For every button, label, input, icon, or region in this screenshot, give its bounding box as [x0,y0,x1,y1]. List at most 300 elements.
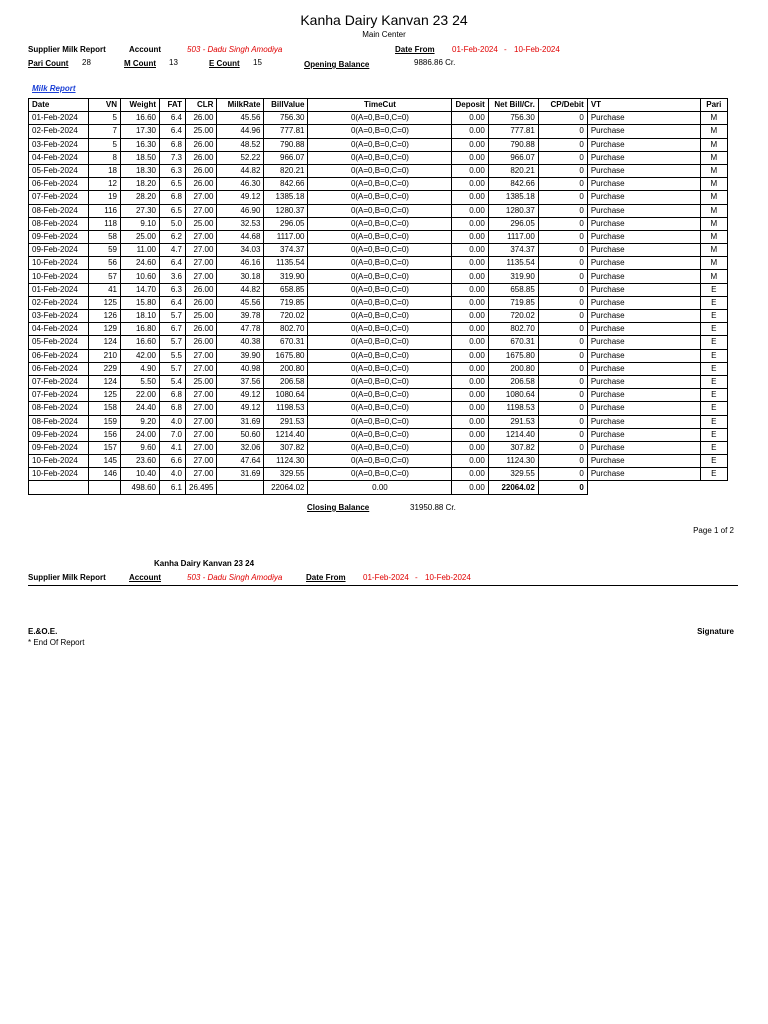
col-cpdebit: CP/Debit [538,99,587,112]
cell-cpdebit: 0 [538,257,587,270]
cell-milkrate: 37.56 [217,375,264,388]
cell-fat: 6.2 [160,230,186,243]
cell-weight: 23.60 [121,455,160,468]
cell-fat: 6.7 [160,323,186,336]
cell-deposit: 0.00 [452,217,488,230]
cell-clr: 27.00 [186,389,217,402]
cell-vn: 58 [89,230,121,243]
cell-timecut: 0(A=0,B=0,C=0) [308,164,452,177]
col-netbill: Net Bill/Cr. [488,99,538,112]
cell-netbill: 1124.30 [488,455,538,468]
cell-milkrate: 30.18 [217,270,264,283]
cell-billvalue: 966.07 [264,151,308,164]
col-pari: Pari [700,99,727,112]
footer-date-from-label: Date From [306,573,346,582]
cell-vt: Purchase [587,468,700,481]
cell-date: 06-Feb-2024 [29,362,89,375]
cell-billvalue: 842.66 [264,178,308,191]
closing-balance-label: Closing Balance [307,503,370,512]
cell-deposit: 0.00 [452,125,488,138]
cell-fat: 6.8 [160,402,186,415]
cell-weight: 27.30 [121,204,160,217]
cell-date: 08-Feb-2024 [29,204,89,217]
cell-clr: 27.00 [186,204,217,217]
cell-date: 06-Feb-2024 [29,349,89,362]
cell-date: 06-Feb-2024 [29,178,89,191]
footer-divider [28,585,738,586]
cell-timecut: 0(A=0,B=0,C=0) [308,283,452,296]
cell-pari: E [700,375,727,388]
cell-timecut: 0(A=0,B=0,C=0) [308,349,452,362]
cell-billvalue: 296.05 [264,217,308,230]
cell-netbill: 200.80 [488,362,538,375]
cell-timecut: 0(A=0,B=0,C=0) [308,362,452,375]
cell-vt: Purchase [587,151,700,164]
cell-weight: 16.60 [121,336,160,349]
cell-cpdebit: 0 [538,112,587,125]
cell-vt: Purchase [587,283,700,296]
cell-timecut: 0(A=0,B=0,C=0) [308,270,452,283]
cell-billvalue: 1214.40 [264,428,308,441]
cell-deposit: 0.00 [452,230,488,243]
date-from-label: Date From [395,45,435,54]
cell-vn: 125 [89,296,121,309]
cell-cpdebit: 0 [538,415,587,428]
cell-milkrate: 52.22 [217,151,264,164]
m-count-value: 13 [169,58,178,67]
col-weight: Weight [121,99,160,112]
cell-date: 08-Feb-2024 [29,402,89,415]
cell-cpdebit: 0 [538,349,587,362]
table-row [29,270,728,283]
cell-netbill: 966.07 [488,151,538,164]
cell-clr: 25.00 [186,217,217,230]
table-row [29,112,728,125]
cell-vt: Purchase [587,349,700,362]
cell-date: 01-Feb-2024 [29,283,89,296]
cell-netbill: 307.82 [488,441,538,454]
cell-weight: 16.30 [121,138,160,151]
cell-vn: 8 [89,151,121,164]
col-billvalue: BillValue [264,99,308,112]
cell-deposit: 0.00 [452,375,488,388]
total-pari-cell [700,481,727,494]
table-row [29,389,728,402]
table-row [29,217,728,230]
cell-netbill: 1214.40 [488,428,538,441]
cell-timecut: 0(A=0,B=0,C=0) [308,217,452,230]
cell-clr: 26.00 [186,164,217,177]
cell-vn: 229 [89,362,121,375]
cell-fat: 6.6 [160,455,186,468]
cell-weight: 24.00 [121,428,160,441]
cell-timecut: 0(A=0,B=0,C=0) [308,336,452,349]
cell-fat: 6.8 [160,191,186,204]
cell-vt: Purchase [587,296,700,309]
cell-deposit: 0.00 [452,323,488,336]
cell-pari: E [700,336,727,349]
cell-timecut: 0(A=0,B=0,C=0) [308,441,452,454]
closing-balance-value: 31950.88 Cr. [410,503,456,512]
cell-timecut: 0(A=0,B=0,C=0) [308,191,452,204]
cell-milkrate: 46.90 [217,204,264,217]
cell-clr: 25.00 [186,310,217,323]
cell-vn: 57 [89,270,121,283]
table-row [29,402,728,415]
cell-netbill: 719.85 [488,296,538,309]
cell-vn: 7 [89,125,121,138]
cell-timecut: 0(A=0,B=0,C=0) [308,244,452,257]
cell-date: 08-Feb-2024 [29,217,89,230]
cell-weight: 42.00 [121,349,160,362]
cell-timecut: 0(A=0,B=0,C=0) [308,112,452,125]
cell-date: 07-Feb-2024 [29,389,89,402]
table-row [29,230,728,243]
totals-row [29,481,728,494]
cell-clr: 26.00 [186,178,217,191]
end-of-report-label: * End Of Report [28,638,85,647]
cell-vt: Purchase [587,257,700,270]
cell-vn: 126 [89,310,121,323]
cell-vn: 145 [89,455,121,468]
cell-date: 07-Feb-2024 [29,191,89,204]
cell-vt: Purchase [587,204,700,217]
cell-vn: 56 [89,257,121,270]
cell-pari: M [700,230,727,243]
footer-account-value: 503 - Dadu Singh Amodiya [187,573,283,582]
cell-weight: 24.40 [121,402,160,415]
total-cpdebit: 0 [538,481,587,494]
cell-deposit: 0.00 [452,468,488,481]
cell-clr: 26.00 [186,323,217,336]
cell-timecut: 0(A=0,B=0,C=0) [308,204,452,217]
cell-fat: 6.4 [160,112,186,125]
cell-timecut: 0(A=0,B=0,C=0) [308,455,452,468]
cell-vn: 5 [89,138,121,151]
cell-pari: E [700,415,727,428]
cell-pari: M [700,125,727,138]
cell-weight: 15.80 [121,296,160,309]
cell-vn: 156 [89,428,121,441]
cell-clr: 27.00 [186,402,217,415]
cell-vt: Purchase [587,112,700,125]
e-count-value: 15 [253,58,262,67]
cell-deposit: 0.00 [452,349,488,362]
cell-weight: 4.90 [121,362,160,375]
cell-vn: 159 [89,415,121,428]
cell-timecut: 0(A=0,B=0,C=0) [308,125,452,138]
cell-pari: M [700,178,727,191]
cell-fat: 6.4 [160,296,186,309]
cell-weight: 16.80 [121,323,160,336]
cell-vt: Purchase [587,244,700,257]
cell-fat: 3.6 [160,270,186,283]
cell-cpdebit: 0 [538,178,587,191]
cell-date: 05-Feb-2024 [29,164,89,177]
cell-weight: 28.20 [121,191,160,204]
cell-billvalue: 790.88 [264,138,308,151]
table-row [29,178,728,191]
cell-netbill: 319.90 [488,270,538,283]
cell-vt: Purchase [587,178,700,191]
cell-milkrate: 34.03 [217,244,264,257]
cell-clr: 25.00 [186,375,217,388]
cell-milkrate: 46.16 [217,257,264,270]
footer-supplier-label: Supplier Milk Report [28,573,106,582]
cell-netbill: 374.37 [488,244,538,257]
cell-date: 07-Feb-2024 [29,375,89,388]
cell-billvalue: 200.80 [264,362,308,375]
cell-weight: 17.30 [121,125,160,138]
cell-date: 09-Feb-2024 [29,244,89,257]
cell-clr: 26.00 [186,112,217,125]
date-to-value: 10-Feb-2024 [514,45,560,54]
cell-timecut: 0(A=0,B=0,C=0) [308,138,452,151]
cell-timecut: 0(A=0,B=0,C=0) [308,257,452,270]
cell-vt: Purchase [587,125,700,138]
cell-clr: 27.00 [186,230,217,243]
total-clr: 26.495 [186,481,217,494]
total-deposit: 0.00 [452,481,488,494]
cell-billvalue: 329.55 [264,468,308,481]
cell-fat: 6.4 [160,257,186,270]
cell-billvalue: 1124.30 [264,455,308,468]
cell-pari: E [700,468,727,481]
cell-netbill: 777.81 [488,125,538,138]
cell-deposit: 0.00 [452,310,488,323]
cell-cpdebit: 0 [538,164,587,177]
cell-date: 02-Feb-2024 [29,125,89,138]
cell-clr: 26.00 [186,336,217,349]
cell-date: 04-Feb-2024 [29,323,89,336]
cell-fat: 6.8 [160,389,186,402]
cell-clr: 27.00 [186,270,217,283]
cell-vt: Purchase [587,323,700,336]
cell-cpdebit: 0 [538,441,587,454]
cell-vt: Purchase [587,310,700,323]
cell-timecut: 0(A=0,B=0,C=0) [308,230,452,243]
cell-netbill: 1080.64 [488,389,538,402]
footer-account-label: Account [129,573,161,582]
date-separator: - [504,45,507,54]
table-row [29,428,728,441]
cell-deposit: 0.00 [452,402,488,415]
table-row [29,375,728,388]
table-row [29,191,728,204]
cell-vn: 59 [89,244,121,257]
table-row [29,415,728,428]
cell-cpdebit: 0 [538,191,587,204]
total-vn-cell [89,481,121,494]
cell-date: 01-Feb-2024 [29,112,89,125]
cell-fat: 7.0 [160,428,186,441]
cell-vt: Purchase [587,336,700,349]
cell-clr: 27.00 [186,362,217,375]
cell-date: 09-Feb-2024 [29,441,89,454]
cell-weight: 16.60 [121,112,160,125]
col-vn: VN [89,99,121,112]
pari-count-label: Pari Count [28,59,69,68]
cell-deposit: 0.00 [452,164,488,177]
cell-timecut: 0(A=0,B=0,C=0) [308,151,452,164]
cell-netbill: 1385.18 [488,191,538,204]
cell-netbill: 1198.53 [488,402,538,415]
cell-deposit: 0.00 [452,112,488,125]
cell-cpdebit: 0 [538,389,587,402]
cell-deposit: 0.00 [452,415,488,428]
cell-vt: Purchase [587,217,700,230]
cell-vt: Purchase [587,230,700,243]
cell-clr: 27.00 [186,428,217,441]
cell-deposit: 0.00 [452,336,488,349]
cell-pari: E [700,283,727,296]
cell-weight: 9.60 [121,441,160,454]
cell-pari: E [700,362,727,375]
cell-date: 10-Feb-2024 [29,257,89,270]
cell-netbill: 1280.37 [488,204,538,217]
cell-cpdebit: 0 [538,204,587,217]
account-label: Account [129,45,161,54]
cell-fat: 6.8 [160,138,186,151]
cell-timecut: 0(A=0,B=0,C=0) [308,428,452,441]
cell-milkrate: 40.38 [217,336,264,349]
table-row [29,323,728,336]
total-weight: 498.60 [121,481,160,494]
table-row [29,468,728,481]
cell-vn: 146 [89,468,121,481]
cell-deposit: 0.00 [452,296,488,309]
cell-deposit: 0.00 [452,389,488,402]
cell-clr: 25.00 [186,125,217,138]
cell-clr: 27.00 [186,455,217,468]
cell-cpdebit: 0 [538,151,587,164]
cell-vt: Purchase [587,164,700,177]
footer-date-from-value: 01-Feb-2024 [363,573,409,582]
table-row [29,441,728,454]
cell-deposit: 0.00 [452,362,488,375]
table-row [29,257,728,270]
cell-date: 10-Feb-2024 [29,455,89,468]
cell-netbill: 820.21 [488,164,538,177]
cell-billvalue: 1117.00 [264,230,308,243]
supplier-report-label: Supplier Milk Report [28,45,106,54]
cell-vn: 18 [89,164,121,177]
cell-deposit: 0.00 [452,455,488,468]
col-deposit: Deposit [452,99,488,112]
cell-milkrate: 31.69 [217,468,264,481]
cell-netbill: 1135.54 [488,257,538,270]
cell-deposit: 0.00 [452,138,488,151]
cell-vt: Purchase [587,138,700,151]
cell-fat: 6.3 [160,164,186,177]
cell-timecut: 0(A=0,B=0,C=0) [308,178,452,191]
cell-billvalue: 802.70 [264,323,308,336]
cell-vn: 118 [89,217,121,230]
table-row [29,283,728,296]
cell-weight: 18.30 [121,164,160,177]
cell-timecut: 0(A=0,B=0,C=0) [308,468,452,481]
cell-cpdebit: 0 [538,362,587,375]
cell-netbill: 756.30 [488,112,538,125]
cell-clr: 26.00 [186,296,217,309]
table-row [29,204,728,217]
cell-fat: 4.0 [160,468,186,481]
cell-cpdebit: 0 [538,296,587,309]
cell-milkrate: 39.78 [217,310,264,323]
cell-pari: E [700,349,727,362]
signature-label: Signature [697,627,734,636]
cell-weight: 18.10 [121,310,160,323]
col-fat: FAT [160,99,186,112]
cell-weight: 22.00 [121,389,160,402]
cell-pari: M [700,164,727,177]
cell-pari: E [700,323,727,336]
cell-timecut: 0(A=0,B=0,C=0) [308,296,452,309]
cell-cpdebit: 0 [538,244,587,257]
col-clr: CLR [186,99,217,112]
cell-billvalue: 1198.53 [264,402,308,415]
page-number: Page 1 of 2 [693,526,734,535]
cell-cpdebit: 0 [538,468,587,481]
cell-vt: Purchase [587,375,700,388]
cell-deposit: 0.00 [452,178,488,191]
cell-milkrate: 44.96 [217,125,264,138]
cell-vt: Purchase [587,362,700,375]
cell-cpdebit: 0 [538,270,587,283]
col-date: Date [29,99,89,112]
cell-clr: 27.00 [186,441,217,454]
pari-count-value: 28 [82,58,91,67]
cell-cpdebit: 0 [538,428,587,441]
cell-weight: 11.00 [121,244,160,257]
cell-fat: 5.7 [160,336,186,349]
cell-date: 04-Feb-2024 [29,151,89,164]
cell-billvalue: 670.31 [264,336,308,349]
cell-milkrate: 48.52 [217,138,264,151]
cell-cpdebit: 0 [538,336,587,349]
total-fat: 6.1 [160,481,186,494]
cell-billvalue: 206.58 [264,375,308,388]
cell-billvalue: 1675.80 [264,349,308,362]
cell-deposit: 0.00 [452,191,488,204]
cell-date: 09-Feb-2024 [29,230,89,243]
table-row [29,138,728,151]
milk-report-link[interactable]: Milk Report [32,84,76,93]
table-header-row [29,99,728,112]
cell-billvalue: 658.85 [264,283,308,296]
cell-milkrate: 47.64 [217,455,264,468]
cell-vn: 157 [89,441,121,454]
cell-milkrate: 50.60 [217,428,264,441]
cell-timecut: 0(A=0,B=0,C=0) [308,415,452,428]
cell-clr: 26.00 [186,138,217,151]
cell-netbill: 720.02 [488,310,538,323]
cell-vn: 124 [89,336,121,349]
cell-pari: M [700,138,727,151]
cell-netbill: 842.66 [488,178,538,191]
cell-netbill: 206.58 [488,375,538,388]
footer-date-to-value: 10-Feb-2024 [425,573,471,582]
cell-cpdebit: 0 [538,283,587,296]
cell-vn: 129 [89,323,121,336]
cell-pari: M [700,112,727,125]
table-row [29,244,728,257]
cell-milkrate: 31.69 [217,415,264,428]
cell-cpdebit: 0 [538,310,587,323]
cell-vt: Purchase [587,270,700,283]
cell-vn: 12 [89,178,121,191]
total-netbill: 22064.02 [488,481,538,494]
